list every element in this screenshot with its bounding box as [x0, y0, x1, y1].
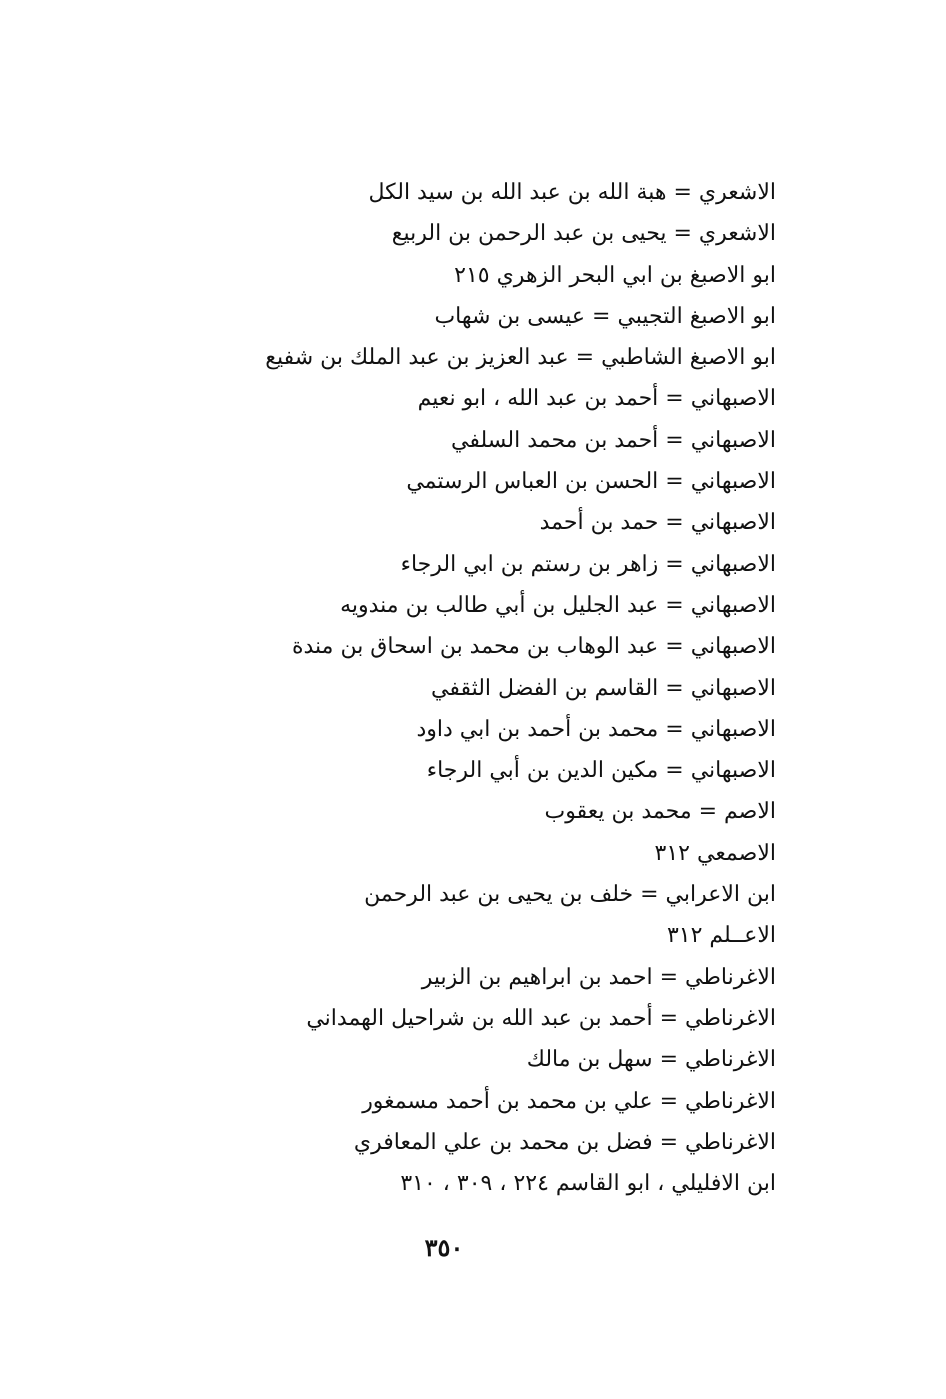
index-entry: ابو الاصبغ الشاطبي = عبد العزيز بن عبد الملك بن شفيع: [265, 345, 776, 371]
index-entry: الاصبهاني = محمد بن أحمد بن ابي داود: [416, 716, 776, 742]
index-entry: الاصبهاني = حمد بن أحمد: [539, 510, 776, 536]
index-entry: ابو الاصبغ التجيبي = عيسى بن شهاب: [434, 303, 776, 329]
index-entry: الاعــلم ٣١٢: [666, 923, 776, 949]
index-entries: [156, 172, 776, 1204]
index-entry: الاغرناطي = أحمد بن عبد الله بن شراحيل الهمداني: [306, 1005, 776, 1031]
index-entry: الاصبهاني = أحمد بن محمد السلفي: [451, 427, 776, 453]
index-entry: الاصبهاني = أحمد بن عبد الله ، ابو نعيم: [417, 386, 776, 412]
index-entry: الاغرناطي = علي بن محمد بن أحمد مسمغور: [362, 1088, 776, 1114]
index-entry: الاصبهاني = زاهر بن رستم بن ابي الرجاء: [400, 551, 776, 577]
index-entry: الاغرناطي = فضل بن محمد بن علي المعافري: [353, 1129, 776, 1155]
index-entry: الاغرناطي = احمد بن ابراهيم بن الزبير: [421, 964, 776, 990]
index-entry: ابو الاصبغ بن ابي البحر الزهري ٢١٥: [454, 262, 776, 288]
index-entry: الاصبهاني = عبد الجليل بن أبي طالب بن مندويه: [340, 592, 776, 618]
index-entry: الاصبهاني = القاسم بن الفضل الثقفي: [430, 675, 776, 701]
index-entry: الاصبهاني = الحسن بن العباس الرستمي: [406, 469, 776, 495]
index-entry: الاشعري = يحيى بن عبد الرحمن بن الربيع: [391, 221, 776, 247]
index-entry: ابن الافليلي ، ابو القاسم ٢٢٤ ، ٣٠٩ ، ٣١٠: [400, 1171, 776, 1197]
index-entry: الاصبهاني = عبد الوهاب بن محمد بن اسحاق بن مندة: [291, 634, 776, 660]
index-entry: ابن الاعرابي = خلف بن يحيى بن عبد الرحمن: [364, 882, 776, 908]
index-entry: الاشعري = هبة الله بن عبد الله بن سيد الكل: [368, 180, 776, 205]
index-entry: الاصمعي ٣١٢: [654, 840, 776, 866]
page-number: ٣٥٠: [424, 1233, 464, 1262]
index-entry: الاغرناطي = سهل بن مالك: [526, 1047, 776, 1073]
index-entry: الاصم = محمد بن يعقوب: [544, 799, 776, 825]
index-entry: الاصبهاني = مكين الدين بن أبي الرجاء: [426, 758, 776, 784]
